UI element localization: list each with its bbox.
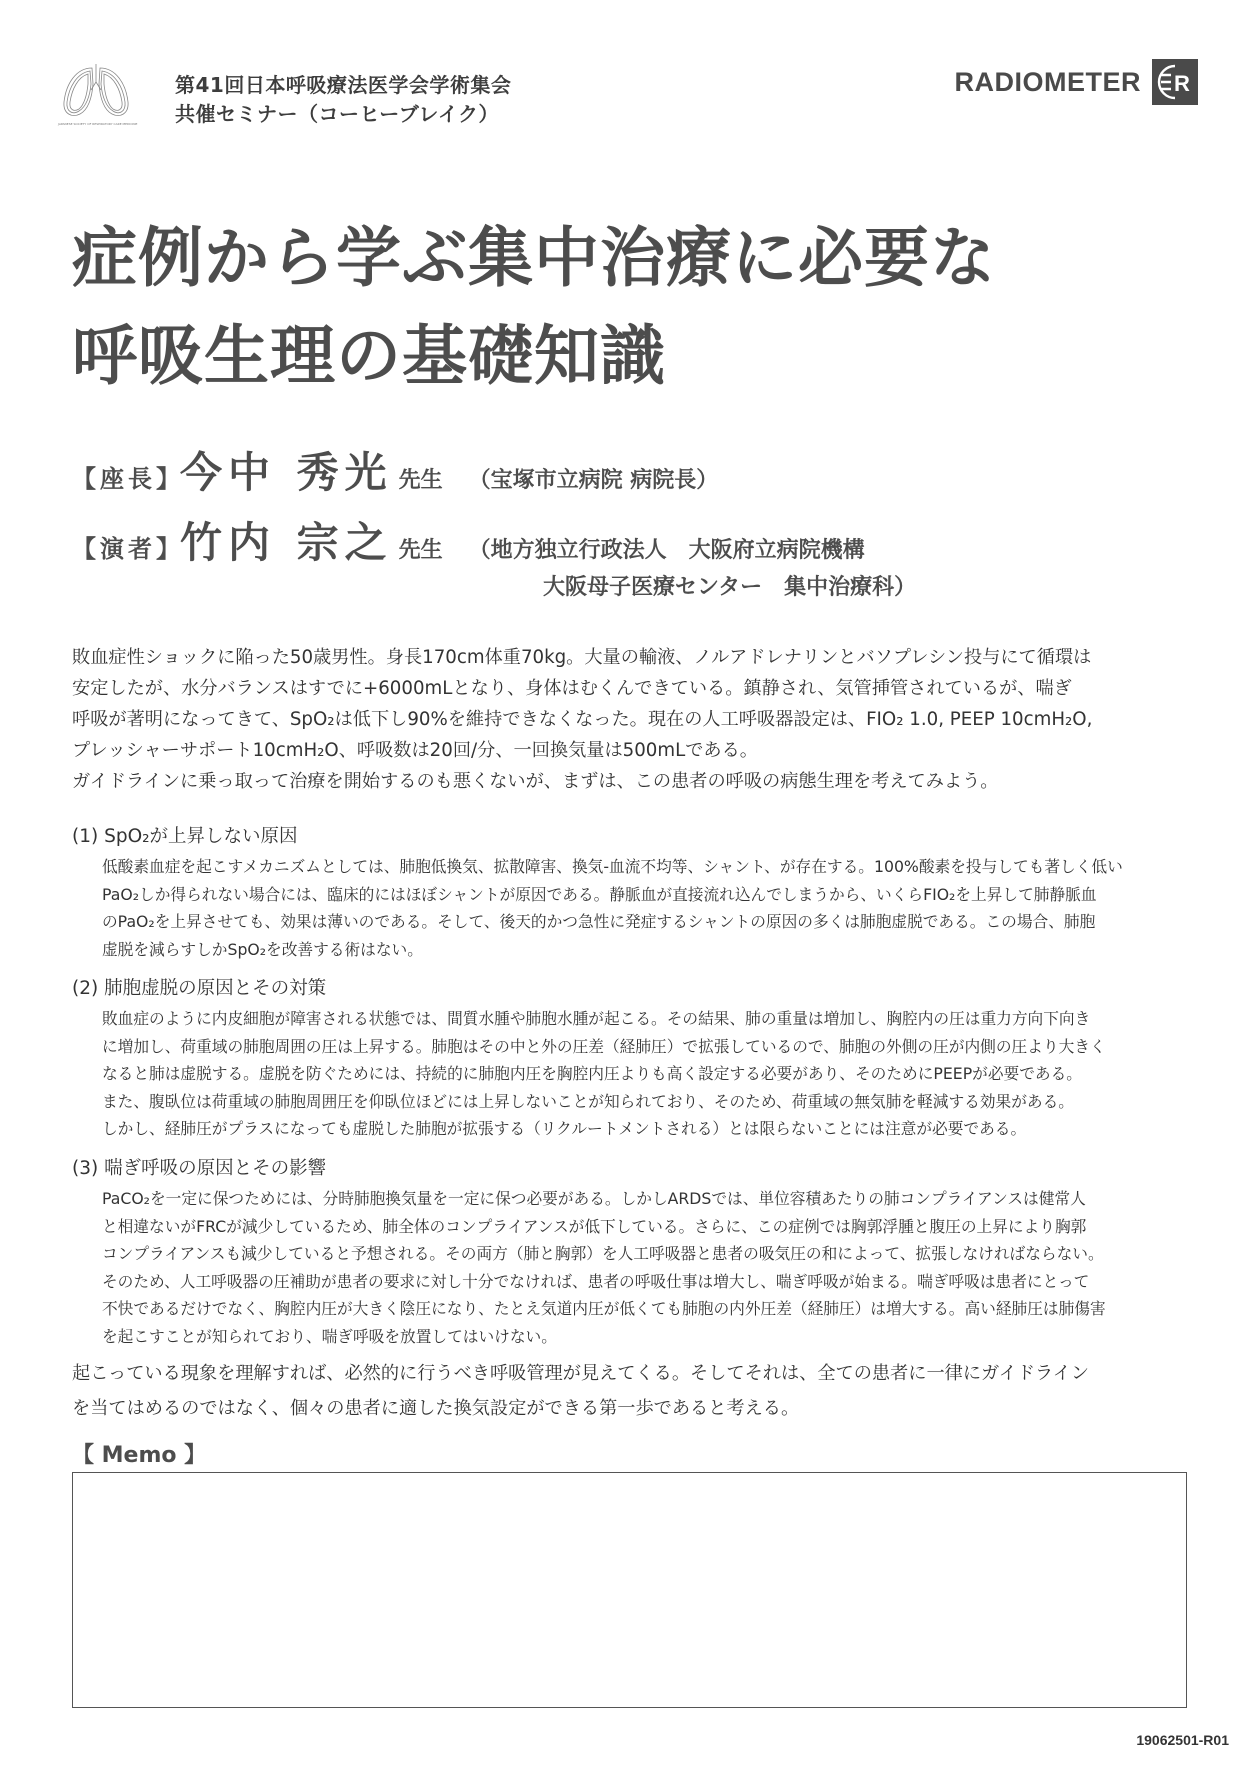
section-body — [102, 853, 1192, 963]
seminar-title — [72, 210, 996, 406]
memo-box — [72, 1472, 1187, 1708]
section-line: 不快であるだけでなく、胸腔内圧が大きく陰圧になり、たとえ気道内圧が低くても肺胞の内外圧差（経肺圧）は増大する。高い経肺圧は肺傷害 — [102, 1299, 1106, 1319]
section-body — [102, 1005, 1192, 1143]
conclusion-line: を当てはめるのではなく、個々の患者に適した換気設定ができる第一歩であると考える。 — [72, 1398, 800, 1419]
section-heading: (3) 喘ぎ呼吸の原因とその影響 — [72, 1158, 327, 1179]
seminar-subtitle: 共催セミナー（コーヒーブレイク） — [175, 102, 499, 126]
radiometer-logo — [955, 58, 1200, 106]
conclusion-line: 起こっている現象を理解すれば、必然的に行うべき呼吸管理が見えてくる。そしてそれは、全ての患者に一律にガイドライン — [72, 1363, 1090, 1384]
conclusion — [72, 1356, 1187, 1426]
conference-title: 第41回日本呼吸療法医学会学術集会 — [175, 73, 512, 97]
speaker-role: 【演者】 — [72, 535, 184, 563]
section-alveolar-collapse — [72, 975, 1192, 1143]
chair-row — [72, 440, 718, 500]
section-line: しかし、経肺圧がプラスになっても虚脱した肺胞が拡張する（リクルートメントされる）とは限らないことには注意が必要である。 — [102, 1119, 1027, 1139]
intro-line: 敗血症性ショックに陥った50歳男性。身長170cm体重70kg。大量の輸液、ノルアドレナリンとバソプレシン投与にて循環は — [72, 647, 1092, 668]
section-gasping — [72, 1155, 1192, 1351]
speaker-name: 竹内 宗之 — [180, 518, 393, 567]
section-line: 敗血症のように内皮細胞が障害される状態では、間質水腫や肺胞水腫が起こる。その結果、肺の重量は増加し、胸腔内の圧は重力方向下向き — [102, 1009, 1091, 1028]
speaker-affiliation-1: （地方独立行政法人 大阪府立病院機構 — [468, 538, 865, 563]
intro-line: 安定したが、水分バランスはすでに+6000mLとなり、身体はむくんできている。鎮静され、気管挿管されているが、喘ぎ — [72, 678, 1072, 699]
section-line: コンプライアンスも減少していると予想される。その両方（肺と胸郭）を人工呼吸器と患者の吸気圧の和によって、拡張しなければならない。 — [102, 1244, 1104, 1264]
section-line: また、腹臥位は荷重域の肺胞周囲圧を仰臥位ほどには上昇しないことが知られており、そのため、荷重域の無気肺を軽減する効果がある。 — [102, 1091, 1074, 1111]
speaker-honorific: 先生 — [398, 538, 443, 563]
title-line-1: 症例から学ぶ集中治療に必要な — [72, 221, 997, 296]
brand-name: RADIOMETER — [954, 66, 1141, 97]
brand-r-mark-icon — [1151, 58, 1199, 106]
section-line: PaO₂しか得られない場合には、臨床的にはほぼシャントが原因である。静脈血が直接流れ込んでしまうから、いくらFIO₂を上昇して肺静脈血 — [102, 884, 1097, 904]
chair-affiliation: （宝塚市立病院 病院長） — [468, 468, 719, 493]
chair-name: 今中 秀光 — [180, 448, 393, 497]
memo-label: 【 Memo 】 — [72, 1443, 207, 1468]
speaker-affiliation-2: 大阪母子医療センター 集中治療科） — [543, 575, 917, 600]
intro-line: 呼吸が著明になってきて、SpO₂は低下し90%を維持できなくなった。現在の人工呼吸器設定は、FIO₂ 1.0, PEEP 10cmH₂O, — [72, 709, 1093, 730]
intro-line: ガイドラインに乗っ取って治療を開始するのも悪くないが、まずは、この患者の呼吸の病態生理を考えてみよう。 — [72, 771, 999, 792]
speaker-row — [72, 510, 865, 570]
document-code: 19062501-R01 — [1136, 1732, 1229, 1748]
section-heading: (1) SpO₂が上昇しない原因 — [72, 826, 298, 847]
section-heading: (2) 肺胞虚脱の原因とその対策 — [72, 978, 327, 999]
section-line: なると肺は虚脱する。虚脱を防ぐためには、持続的に肺胞内圧を胸腔内圧よりも高く設定する必要があり、そのためにPEEPが必要である。 — [102, 1064, 1082, 1084]
title-line-2: 呼吸生理の基礎知識 — [72, 319, 667, 394]
brand-mark-letter: R — [1174, 71, 1190, 96]
chair-role: 【座長】 — [72, 465, 184, 493]
section-line: を起こすことが知られており、喘ぎ呼吸を放置してはいけない。 — [102, 1326, 557, 1346]
section-line: に増加し、荷重域の肺胞周囲の圧は上昇する。肺胞はその中と外の圧差（経肺圧）で拡張しているので、肺胞の外側の圧が内側の圧より大きく — [102, 1036, 1106, 1056]
intro-line: プレッシャーサポート10cmH₂O、呼吸数は20回/分、一回換気量は500mLである。 — [72, 740, 758, 761]
chair-honorific: 先生 — [398, 468, 443, 493]
society-lung-logo — [58, 62, 134, 140]
case-description — [72, 642, 1187, 797]
section-line: 低酸素血症を起こすメカニズムとしては、肺胞低換気、拡散障害、換気-血流不均等、シャント、が存在する。100%酸素を投与しても著しく低い — [102, 857, 1123, 876]
section-line: PaCO₂を一定に保つためには、分時肺胞換気量を一定に保つ必要がある。しかしARDSでは、単位容積あたりの肺コンプライアンスは健常人 — [102, 1189, 1086, 1208]
section-body — [102, 1185, 1192, 1351]
section-line: のPaO₂を上昇させても、効果は薄いのである。そして、後天的かつ急性に発症するシャントの原因の多くは肺胞虚脱である。この場合、肺胞 — [102, 912, 1096, 932]
section-spo2 — [72, 823, 1192, 963]
section-line: 虚脱を減らすしかSpO₂を改善する術はない。 — [102, 939, 423, 959]
society-caption: JAPANESE SOCIETY OF RESPIRATORY CARE MEDICINE — [58, 122, 138, 126]
section-line: と相違ないがFRCが減少しているため、肺全体のコンプライアンスが低下している。さらに、この症例では胸郭浮腫と腹圧の上昇により胸郭 — [102, 1216, 1087, 1236]
section-line: そのため、人工呼吸器の圧補助が患者の要求に対し十分でなければ、患者の呼吸仕事は増大し、喘ぎ呼吸が始まる。喘ぎ呼吸は患者にとって — [102, 1271, 1090, 1291]
